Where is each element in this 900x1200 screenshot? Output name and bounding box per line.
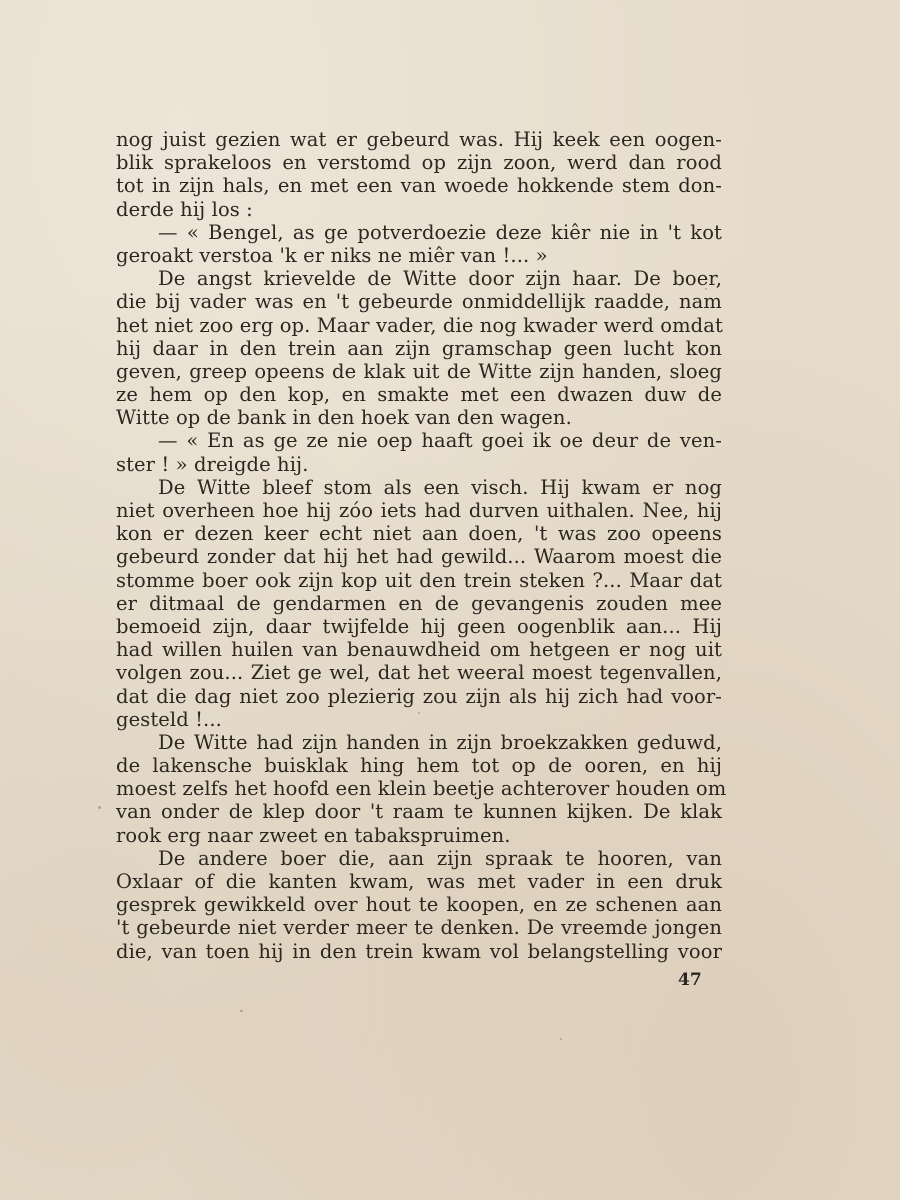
body-text bbox=[116, 128, 727, 963]
text-line: moest zelfs het hoofd een klein beetje achterover houden om bbox=[116, 777, 727, 801]
text-line: kon er dezen keer echt niet aan doen, 't was zoo opeens bbox=[116, 522, 722, 546]
text-line: derde hij los : bbox=[116, 197, 253, 221]
text-line: nog juist gezien wat er gebeurd was. Hij keek een oogen- bbox=[116, 128, 722, 151]
text-line: die bij vader was en 't gebeurde onmiddellijk raadde, nam bbox=[116, 290, 722, 314]
page-number: 47 bbox=[678, 970, 702, 990]
text-line: geroakt verstoa 'k er niks ne miêr van !... » bbox=[116, 243, 548, 267]
text-line: stomme boer ook zijn kop uit den trein steken ?... Maar dat bbox=[116, 568, 722, 592]
text-line: De angst krievelde de Witte door zijn haar. De boer, bbox=[158, 267, 722, 291]
text-line: niet overheen hoe hij zóo iets had durven uithalen. Nee, hij bbox=[116, 499, 722, 522]
text-line: de lakensche buisklak hing hem tot op de ooren, en hij bbox=[116, 754, 722, 778]
text-line: De Witte had zijn handen in zijn broekzakken geduwd, bbox=[158, 730, 722, 754]
text-line: ze hem op den kop, en smakte met een dwazen duw de bbox=[116, 383, 722, 407]
text-line: De Witte bleef stom als een visch. Hij kwam er nog bbox=[158, 475, 722, 499]
text-line: Oxlaar of die kanten kwam, was met vader in een druk bbox=[116, 870, 722, 893]
paper-speck bbox=[705, 288, 707, 290]
text-line: ster ! » dreigde hij. bbox=[116, 452, 309, 476]
paper-speck bbox=[98, 806, 101, 809]
text-line: gesprek gewikkeld over hout te koopen, en ze schenen aan bbox=[116, 893, 722, 917]
text-line: volgen zou... Ziet ge wel, dat het weeral moest tegenvallen, bbox=[116, 661, 722, 685]
text-line: die, van toen hij in den trein kwam vol belangstelling voor bbox=[116, 939, 722, 963]
text-line: gesteld !... bbox=[116, 707, 222, 731]
text-line: bemoeid zijn, daar twijfelde hij geen oogenblik aan... Hij bbox=[116, 614, 722, 638]
text-line: rook erg naar zweet en tabakspruimen. bbox=[116, 823, 511, 847]
paper-speck bbox=[418, 712, 420, 714]
text-line: 't gebeurde niet verder meer te denken. De vreemde jongen bbox=[116, 916, 722, 940]
text-line: tot in zijn hals, en met een van woede hokkende stem don- bbox=[116, 174, 722, 198]
text-line: De andere boer die, aan zijn spraak te hooren, van bbox=[158, 846, 722, 870]
text-line: het niet zoo erg op. Maar vader, die nog kwader werd omdat bbox=[116, 313, 723, 337]
text-line: had willen huilen van benauwdheid om hetgeen er nog uit bbox=[116, 638, 722, 662]
text-line: hij daar in den trein aan zijn gramschap geen lucht kon bbox=[116, 336, 722, 360]
text-line: geven, greep opeens de klak uit de Witte zijn handen, sloeg bbox=[116, 359, 722, 383]
text-line: dat die dag niet zoo plezierig zou zijn als hij zich had voor- bbox=[116, 684, 722, 708]
text-line: blik sprakeloos en verstomd op zijn zoon, werd dan rood bbox=[116, 151, 722, 175]
text-line: gebeurd zonder dat hij het had gewild... Waarom moest die bbox=[116, 545, 722, 569]
paper-speck bbox=[560, 1038, 562, 1040]
text-line: — « En as ge ze nie oep haaft goei ik oe deur de ven- bbox=[158, 429, 722, 453]
text-line: Witte op de bank in den hoek van den wagen. bbox=[116, 406, 572, 430]
text-line: van onder de klep door 't raam te kunnen kijken. De klak bbox=[116, 800, 722, 824]
text-line: — « Bengel, as ge potverdoezie deze kiêr nie in 't kot bbox=[158, 220, 722, 244]
text-line: er ditmaal de gendarmen en de gevangenis zouden mee bbox=[116, 591, 722, 615]
paper-speck bbox=[240, 1010, 243, 1012]
